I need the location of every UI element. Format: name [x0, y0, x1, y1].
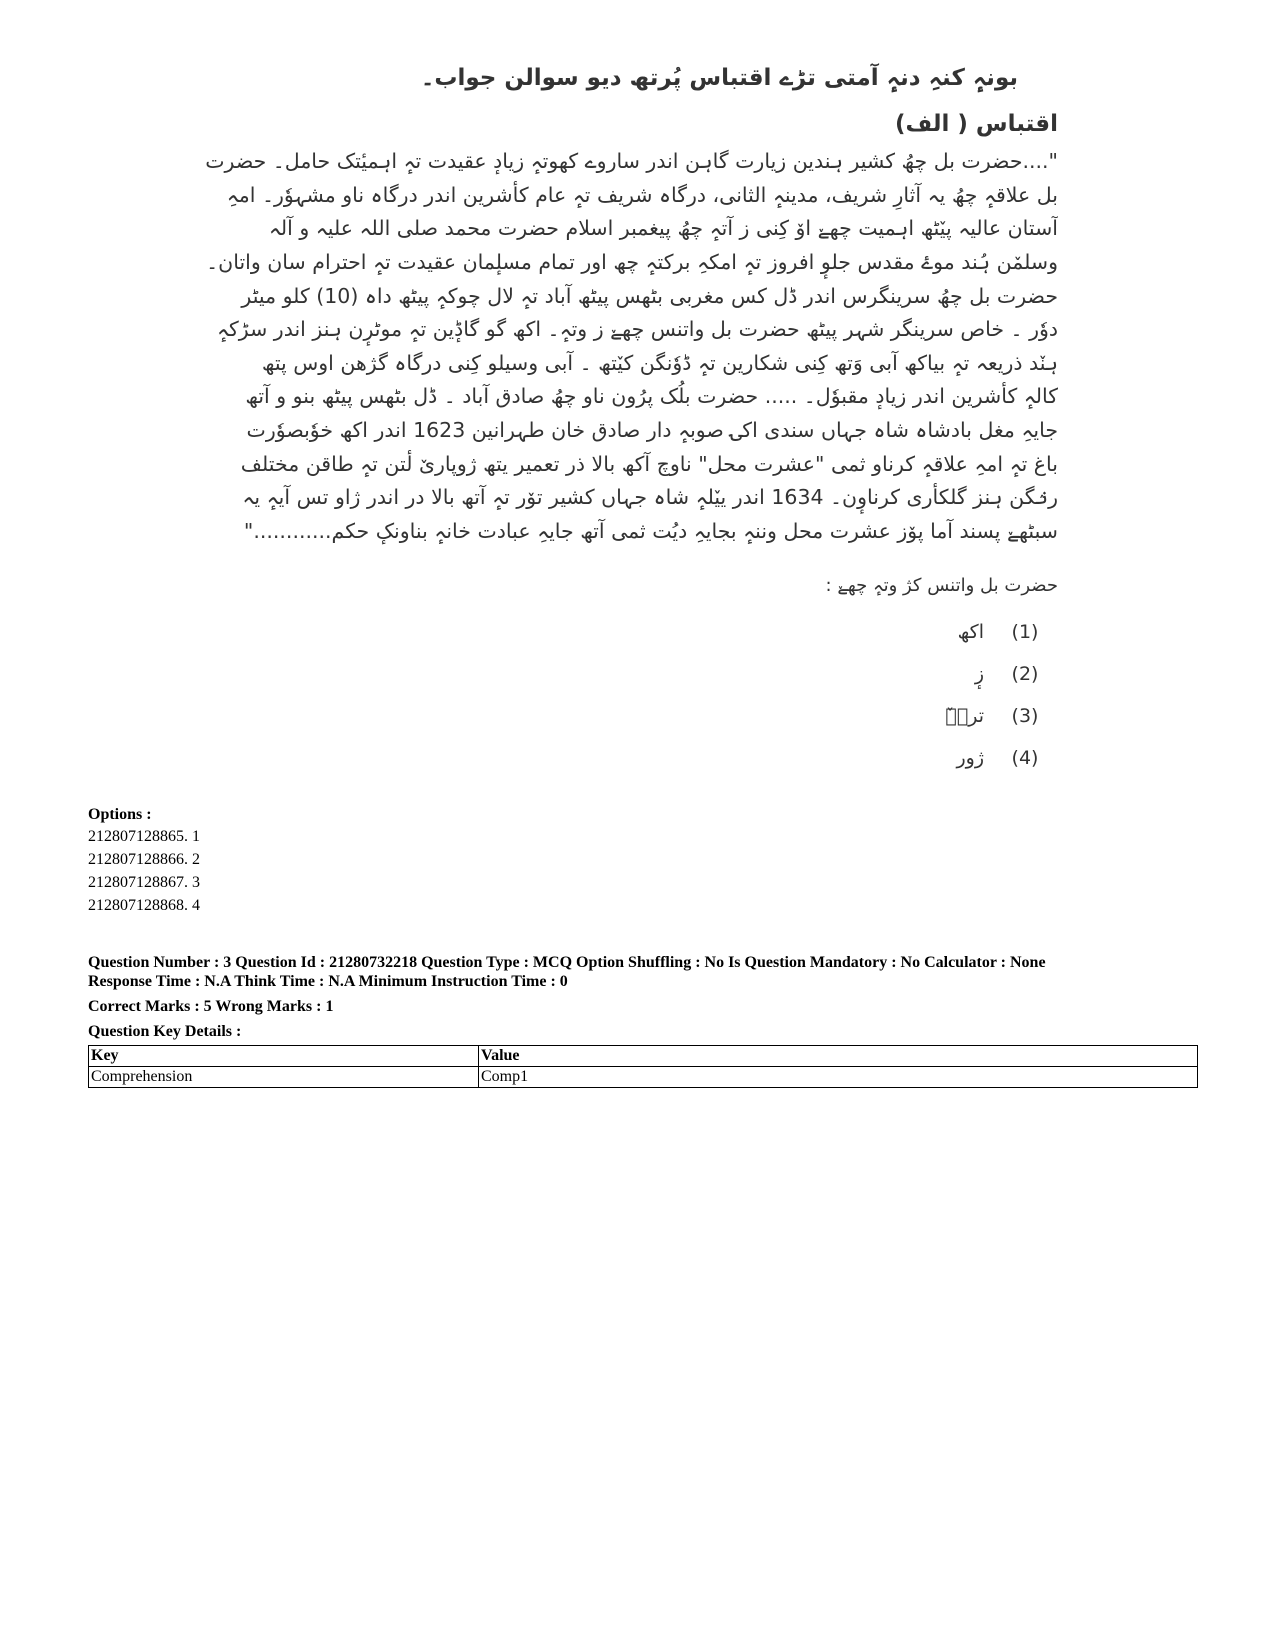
table-header-key: Key: [89, 1046, 479, 1067]
passage-line: دوٗر ۔ خاص سرینگر شہر پیٹھ حضرت بل واتنس چھےٚ ز وتہٕ۔ اکھ گو گاڈٕین تہٕ موٹرٕن ہنز اندر سڑکہٕ: [217, 317, 1058, 342]
table-row: [89, 1067, 1198, 1088]
question-info-line2: Response Time : N.A Think Time : N.A Minimum Instruction Time : 0: [88, 973, 568, 990]
question-metadata: [88, 804, 1198, 1088]
passage-line: رنٛگن ہنز گلکأری کرناوٕن۔ 1634 اندر ییٚلہٕ شاہ جہاں کشیر توٚر تہٕ آتھ بالا در اندر ژاو تس آیہٕ یہ: [242, 485, 1058, 510]
choice-item: [96, 611, 1058, 653]
choice-item: [96, 737, 1058, 779]
choice-number: (3): [1011, 704, 1039, 727]
option-item: 212807128866. 2: [88, 851, 200, 868]
question-info-line1: Question Number : 3 Question Id : 21280732218 Question Type : MCQ Option Shuffling : No Is Question Mandatory : No Calculator : None: [88, 954, 1046, 971]
question-text: حضرت بل واتنس کژ وتہٕ چھےٚ :: [825, 575, 1058, 597]
passage-line: کالہٕ کأشرین اندر زیادٕ مقبوٗل۔ ..... حضرت بلُک پرُون ناو چھُ صادق آباد ۔ ڈل بٹھس پیٹھ بنو و آتھ: [245, 384, 1058, 409]
question-info: [88, 953, 1198, 991]
passage-title: اقتباس ( الف): [894, 110, 1058, 137]
choice-item: [96, 653, 1058, 695]
choice-text: زٕ: [974, 662, 984, 685]
passage-line: "....حضرت بل چھُ کشیر ہندین زیارت گاہن اندر ساروے کھوتہٕ زیادٕ عقیدت تہٕ اہمیٔتک حامل۔ حضرت: [205, 149, 1058, 174]
choice-text: ترٛےٚ: [945, 704, 984, 727]
table-cell-key: Comprehension: [89, 1067, 479, 1088]
question-image-region: [96, 60, 1058, 779]
choice-item: [96, 695, 1058, 737]
table-header-value: Value: [479, 1046, 1198, 1067]
marks-info: Correct Marks : 5 Wrong Marks : 1: [88, 998, 334, 1015]
key-details-label: Question Key Details :: [88, 1023, 242, 1040]
option-item: 212807128867. 3: [88, 874, 200, 891]
passage: [96, 145, 1058, 548]
passage-line: سبٹھےٚ پسند آما پوٚز عشرت محل وننہٕ بجایہِ دیُت ثمی آتھ جایہِ عبادت خانہٕ بناونکٕ حکم............": [243, 518, 1058, 543]
passage-line: وسلمٚن ہُند موۓ مقدس جلوٕ افروز تہٕ امکہِ برکتہٕ چھ اور تمام مسلٕمان عقیدت تہٕ احترام سان واتان۔: [206, 250, 1058, 275]
key-details-table: [88, 1045, 1198, 1088]
passage-line: ہنٚد ذریعہ تہٕ بیاکھ آبی وَتھ کِنی شکارین تہٕ ڈوٗنگن کیٚتھ ۔ آبی وسیلو کِنی درگاہ گژھن اوس پتھ: [261, 350, 1058, 375]
passage-line: آستان عالیہ پیٚٹھ اہمیت چھےٚ اوٚ کِنی ز آتہٕ چھُ پیغمبر اسلام حضرت محمد صلی اللہ علیہ و آلہ: [268, 216, 1058, 241]
choice-text: ژور: [956, 746, 984, 769]
options-label: Options :: [88, 806, 152, 823]
option-item: 212807128868. 4: [88, 897, 200, 914]
table-cell-value: Comp1: [479, 1067, 1198, 1088]
passage-line: جایہِ مغل بادشاہ شاہ جہاں سندی اکۍ صوبہٕ دار صادق خان طہرانین 1623 اندر اکھ خوٗبصوٗرت: [246, 418, 1058, 443]
choice-number: (2): [1011, 662, 1039, 685]
choice-list: [96, 611, 1058, 779]
passage-line: حضرت بل چھُ سرینگرس اندر ڈل کس مغربی بٹھس پیٹھ آباد تہٕ لال چوکہٕ پیٹھ داہ (10) کلو میٹر: [241, 283, 1058, 308]
option-item: 212807128865. 1: [88, 828, 200, 845]
choice-number: (1): [1011, 620, 1039, 643]
table-header-row: [89, 1046, 1198, 1067]
choice-number: (4): [1011, 746, 1039, 769]
passage-line: باغ تہٕ امہِ علاقہٕ کرناو ثمی "عشرت محل" ناوچ آکھ بالا ذر تعمیر یتھ ژوپاریٚ لٔتن تہٕ طاقن مختلف: [240, 451, 1058, 476]
choice-text: اکھ: [957, 620, 984, 643]
instruction-text: بونہٕ کنہِ دنہٕ آمتی تڑے اقتباس پُرتھ دیو سوالن جواب۔: [420, 65, 1018, 91]
passage-line: بل علاقہٕ چھُ یہ آثارِ شریف، مدینہٕ الثانی، درگاہ شریف تہٕ عام کأشرین اندر درگاہ ناو مشہوٗر۔ امہِ: [226, 182, 1058, 207]
